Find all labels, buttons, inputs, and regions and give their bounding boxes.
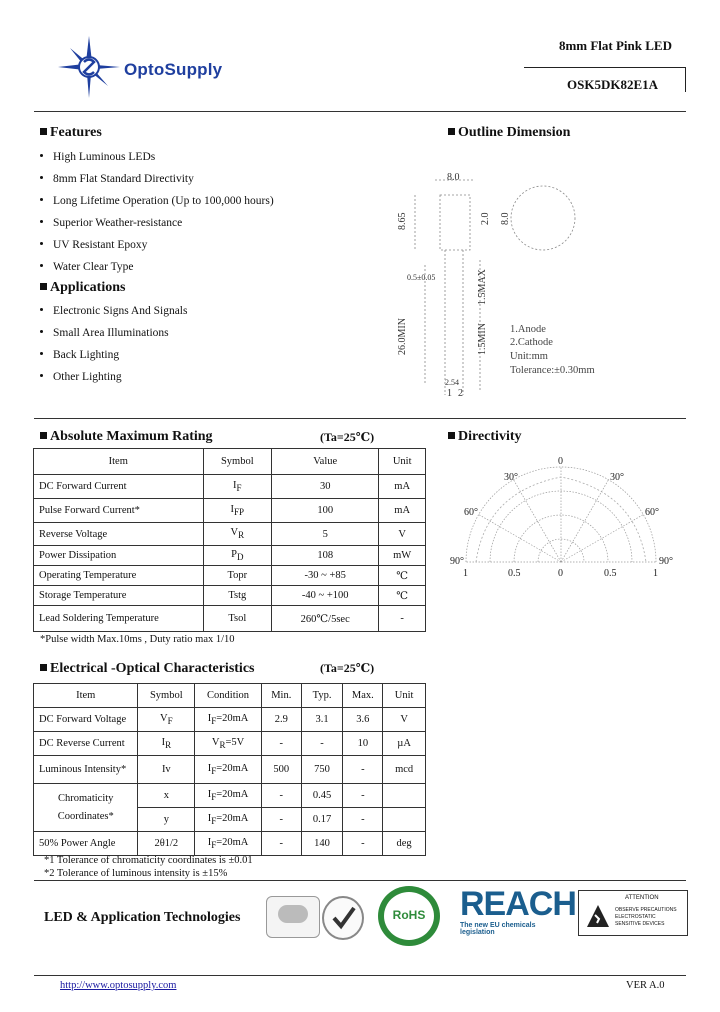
bottom-rule bbox=[34, 975, 686, 976]
eo-footnote-1: *1 Tolerance of chromaticity coordinates is ±0.01 bbox=[44, 855, 253, 866]
abs-max-condition: (Ta=25℃) bbox=[320, 430, 375, 444]
list-item: Other Lighting bbox=[40, 366, 187, 388]
abs-max-title: Absolute Maximum Rating bbox=[40, 429, 213, 445]
part-number: OSK5DK82E1A bbox=[566, 77, 658, 92]
dim-d1: 2.0 bbox=[480, 212, 491, 225]
esd-warning-icon bbox=[585, 903, 611, 929]
list-item: Water Clear Type bbox=[40, 256, 274, 278]
angle-label: 90° bbox=[450, 556, 464, 567]
directivity-chart bbox=[446, 452, 686, 592]
outline-note: 1.Anode bbox=[510, 324, 546, 335]
star-logo-icon bbox=[58, 36, 128, 98]
table-header-row: Item Symbol Condition Min. Typ. Max. Unit bbox=[34, 684, 426, 708]
scale-label: 1 bbox=[653, 568, 658, 579]
table-row: Power Dissipation $P_D$ 108 mW bbox=[34, 546, 426, 566]
outline-note: Unit:mm bbox=[510, 351, 548, 362]
angle-label: 30° bbox=[504, 472, 518, 483]
outline-note: 2.Cathode bbox=[510, 337, 553, 348]
directivity-title: Directivity bbox=[448, 429, 522, 445]
title-divider bbox=[524, 67, 686, 68]
table-header-row: Item Symbol Value Unit bbox=[34, 449, 426, 475]
company-tagline: LED & Application Technologies bbox=[44, 910, 241, 925]
mid-rule bbox=[34, 418, 686, 419]
outline-note: Tolerance:±0.30mm bbox=[510, 365, 595, 376]
table-row: Lead Soldering Temperature Tsol 260℃/5sec - bbox=[34, 606, 426, 632]
scale-label: 1 bbox=[463, 568, 468, 579]
eo-condition: (Ta=25℃) bbox=[320, 661, 375, 675]
table-row: Reverse Voltage $V_R$ 5 V bbox=[34, 523, 426, 546]
scale-label: 0 bbox=[558, 568, 563, 579]
outline-title: Outline Dimension bbox=[448, 125, 570, 141]
dim-lead-length: 1.5MAX bbox=[477, 269, 488, 305]
angle-label: 90° bbox=[659, 556, 673, 567]
list-item: Superior Weather-resistance bbox=[40, 212, 274, 234]
angle-label: 0 bbox=[558, 456, 563, 467]
table-row: Chromaticity Coordinates* x $I_F=20mA$ - 0.45 - bbox=[34, 784, 426, 808]
list-item: 8mm Flat Standard Directivity bbox=[40, 168, 274, 190]
applications-list bbox=[40, 300, 187, 388]
reach-logo bbox=[460, 885, 576, 936]
cert-seal-icon bbox=[322, 896, 364, 940]
tuv-badge-icon bbox=[266, 896, 320, 938]
abs-max-table bbox=[33, 448, 426, 632]
angle-label: 30° bbox=[610, 472, 624, 483]
dim-length-min: 26.0MIN bbox=[397, 318, 408, 355]
dim-height: 8.65 bbox=[397, 212, 408, 230]
abs-max-footnote: *Pulse width Max.10ms , Duty ratio max 1/10 bbox=[40, 634, 235, 645]
table-row: Luminous Intensity* Iv $I_F=20mA$ 500 750 - mcd bbox=[34, 756, 426, 784]
rohs-text: RoHS bbox=[392, 908, 426, 922]
list-item: Long Lifetime Operation (Up to 100,000 hours) bbox=[40, 190, 274, 212]
version-label: VER A.0 bbox=[626, 980, 665, 991]
product-name: 8mm Flat Pink LED bbox=[558, 38, 672, 53]
title-box bbox=[524, 30, 686, 92]
eo-footnote-2: *2 Tolerance of luminous intensity is ±15% bbox=[44, 868, 228, 879]
dim-width: 8.0 bbox=[447, 172, 460, 183]
outline-drawing bbox=[395, 160, 695, 420]
list-item: Back Lighting bbox=[40, 344, 187, 366]
dim-len2: 1.5MIN bbox=[477, 323, 488, 355]
eo-table bbox=[33, 683, 426, 856]
footer-rule bbox=[34, 880, 686, 881]
reach-text: REACH bbox=[460, 885, 576, 923]
list-item: Small Area Illuminations bbox=[40, 322, 187, 344]
brand-logo bbox=[58, 36, 273, 96]
dim-lead-width: 0.5±0.05 bbox=[407, 273, 436, 282]
angle-label: 60° bbox=[645, 507, 659, 518]
pin-1-label: 1 bbox=[447, 388, 452, 399]
table-row: y $I_F=20mA$ - 0.17 - bbox=[34, 808, 426, 832]
esd-attention-label: ATTENTION OBSERVE PRECAUTIONS ELECTROSTATIC SENSITIVE DEVICES bbox=[578, 890, 688, 936]
scale-label: 0.5 bbox=[604, 568, 617, 579]
list-item: UV Resistant Epoxy bbox=[40, 234, 274, 256]
rohs-badge-icon bbox=[378, 886, 440, 946]
header-rule bbox=[34, 111, 686, 112]
features-title: Features bbox=[40, 125, 102, 141]
scale-label: 0.5 bbox=[508, 568, 521, 579]
list-item: High Luminous LEDs bbox=[40, 146, 274, 168]
table-row: Pulse Forward Current* $I_{FP}$ 100 mA bbox=[34, 499, 426, 523]
angle-label: 60° bbox=[464, 507, 478, 518]
table-row: Operating Temperature Topr -30 ~ +85 ℃ bbox=[34, 566, 426, 586]
table-row: Storage Temperature Tstg -40 ~ +100 ℃ bbox=[34, 586, 426, 606]
eo-title: Electrical -Optical Characteristics bbox=[40, 661, 254, 677]
list-item: Electronic Signs And Signals bbox=[40, 300, 187, 322]
table-row: DC Reverse Current $I_R$ $V_R=5V$ - - 10 µA bbox=[34, 732, 426, 756]
website-link[interactable]: http://www.optosupply.com bbox=[60, 980, 177, 991]
dim-pitch: 2.54 bbox=[445, 378, 459, 387]
table-row: DC Forward Current $I_F$ 30 mA bbox=[34, 475, 426, 499]
dim-d2: 8.0 bbox=[500, 212, 511, 225]
table-row: DC Forward Voltage $V_F$ $I_F=20mA$ 2.9 3.1 3.6 V bbox=[34, 708, 426, 732]
brand-name: OptoSupply bbox=[124, 60, 223, 79]
features-list bbox=[40, 146, 274, 278]
reach-subtext: The new EU chemicals legislation bbox=[460, 922, 536, 936]
applications-title: Applications bbox=[40, 280, 125, 296]
pin-2-label: 2 bbox=[458, 388, 463, 399]
table-row: 50% Power Angle 2θ1/2 $I_F=20mA$ - 140 - deg bbox=[34, 832, 426, 856]
